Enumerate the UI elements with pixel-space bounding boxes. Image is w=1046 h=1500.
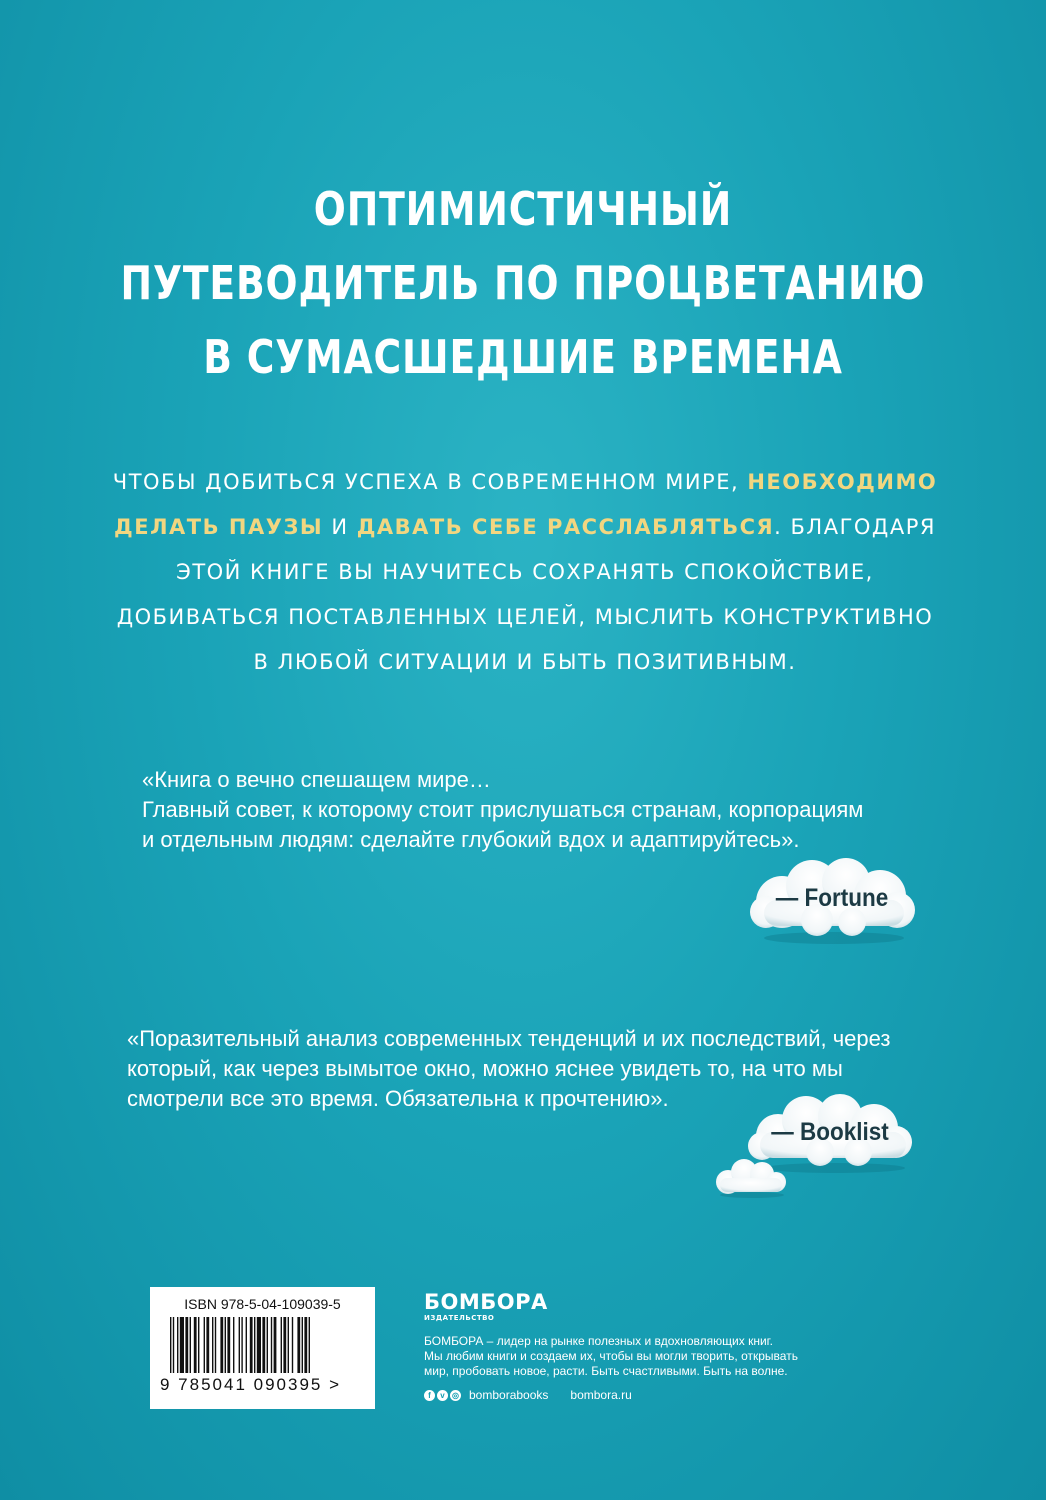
facebook-icon[interactable]: f xyxy=(424,1390,435,1401)
quote-line: «Поразительный анализ современных тенденций и их последствий, через xyxy=(127,1026,891,1051)
quote-source-booklist: — Booklist xyxy=(771,1118,889,1146)
website-link[interactable]: bombora.ru xyxy=(570,1388,632,1402)
barcode-bar xyxy=(309,1317,310,1373)
quote-line: «Книга о вечно спешащем мире… xyxy=(142,767,491,792)
publisher-social xyxy=(424,1388,844,1402)
barcode-bar xyxy=(233,1317,234,1373)
barcode-bar xyxy=(246,1317,247,1373)
publisher-logo: БОМБОРА xyxy=(424,1290,548,1314)
isbn-text: ISBN 978-5-04-109039-5 xyxy=(184,1296,341,1312)
cloud-booklist xyxy=(740,1090,920,1176)
barcode-bar xyxy=(177,1317,178,1373)
barcode-bar xyxy=(250,1317,253,1373)
publisher-block xyxy=(424,1290,844,1402)
barcode-bar xyxy=(220,1317,223,1373)
intro-text-2: И xyxy=(323,515,357,539)
barcode-bar xyxy=(288,1317,289,1373)
quote-line: который, как через вымытое окно, можно яснее увидеть то, на что мы xyxy=(127,1056,843,1081)
barcode-bar xyxy=(225,1317,226,1373)
barcode-bar xyxy=(271,1317,272,1373)
publisher-desc-line: БОМБОРА – лидер на рынке полезных и вдохновляющих книг. xyxy=(424,1334,773,1348)
small-cloud xyxy=(710,1156,790,1200)
barcode-bar xyxy=(194,1317,197,1373)
barcode-bar xyxy=(292,1317,293,1373)
intro-accent-2: ДАВАТЬ СЕБЕ РАССЛАБЛЯТЬСЯ xyxy=(356,515,775,539)
vk-icon[interactable]: v xyxy=(437,1390,448,1401)
quote-line: смотрели все это время. Обязательна к прочтению». xyxy=(127,1086,669,1111)
barcode-bar xyxy=(185,1317,188,1373)
instagram-icon[interactable]: ◎ xyxy=(450,1390,461,1401)
barcode-bar xyxy=(204,1317,205,1373)
barcode-bar xyxy=(198,1317,199,1373)
barcode-bar xyxy=(254,1317,255,1373)
social-handle-link[interactable]: bomborabooks xyxy=(469,1388,549,1402)
barcode-bar xyxy=(283,1317,286,1373)
barcode-bar xyxy=(274,1317,277,1373)
headline-line-1: ОПТИМИСТИЧНЫЙ xyxy=(313,182,733,236)
intro-text-3: . БЛАГОДАРЯ ЭТОЙ КНИГЕ ВЫ НАУЧИТЕСЬ СОХРАНЯТЬ СПОКОЙСТВИЕ, ДОБИВАТЬСЯ ПОСТАВЛЕННЫХ ЦЕЛЕЙ, МЫСЛИТЬ КОНСТРУКТИВНО В ЛЮБОЙ СИТУАЦИИ И БЫТЬ ПОЗИТИВНЫМ. xyxy=(116,515,936,674)
barcode-bar xyxy=(227,1317,230,1373)
intro-paragraph xyxy=(110,460,940,685)
publisher-desc-line: мир, пробовать новое, расти. Быть счастливыми. Быть на волне. xyxy=(424,1364,788,1378)
quote-line: Главный совет, к которому стоит прислушаться странам, корпорациям xyxy=(142,797,864,822)
barcode-bar xyxy=(180,1317,184,1373)
barcode-icon xyxy=(168,1317,360,1373)
publisher-desc-line: Мы любим книги и создаем их, чтобы вы могли творить, открывать xyxy=(424,1349,798,1363)
cloud-fortune xyxy=(742,852,922,948)
barcode-bar xyxy=(304,1317,307,1373)
barcode-bar xyxy=(239,1317,240,1373)
barcode-bar xyxy=(170,1317,171,1373)
intro-text-1: ЧТОБЫ ДОБИТЬСЯ УСПЕХА В СОВРЕМЕННОМ МИРЕ, xyxy=(112,470,748,494)
headline xyxy=(94,172,952,394)
intro-accent-1: НЕОБХОДИМО ДЕЛАТЬ ПАУЗЫ xyxy=(114,470,938,539)
barcode-bar xyxy=(302,1317,303,1373)
headline-line-2: ПУТЕВОДИТЕЛЬ ПО ПРОЦВЕТАНИЮ xyxy=(120,256,926,310)
barcode-bar xyxy=(212,1317,213,1373)
barcode-bar xyxy=(281,1317,282,1373)
cloud-icon xyxy=(710,1156,790,1200)
barcode-bar xyxy=(297,1317,300,1373)
publisher-subtitle: ИЗДАТЕЛЬСТВО xyxy=(424,1314,495,1322)
barcode-bar xyxy=(257,1317,261,1373)
quote-line: и отдельным людям: сделайте глубокий вдох и адаптируйтесь». xyxy=(142,827,800,852)
barcode-bar xyxy=(173,1317,174,1373)
quote-fortune xyxy=(142,765,942,855)
barcode-bar xyxy=(241,1317,242,1373)
headline-line-3: В СУМАСШЕДШИЕ ВРЕМЕНА xyxy=(203,330,843,384)
barcode-bar xyxy=(262,1317,265,1373)
quote-source-fortune: — Fortune xyxy=(775,884,889,912)
ean-digits: 9 785041 090395 > xyxy=(160,1375,342,1394)
barcode-bar xyxy=(206,1317,209,1373)
barcode-bar xyxy=(267,1317,268,1373)
barcode-bar xyxy=(215,1317,216,1373)
barcode-box xyxy=(150,1287,375,1409)
publisher-description xyxy=(424,1334,844,1379)
barcode-bar xyxy=(190,1317,191,1373)
